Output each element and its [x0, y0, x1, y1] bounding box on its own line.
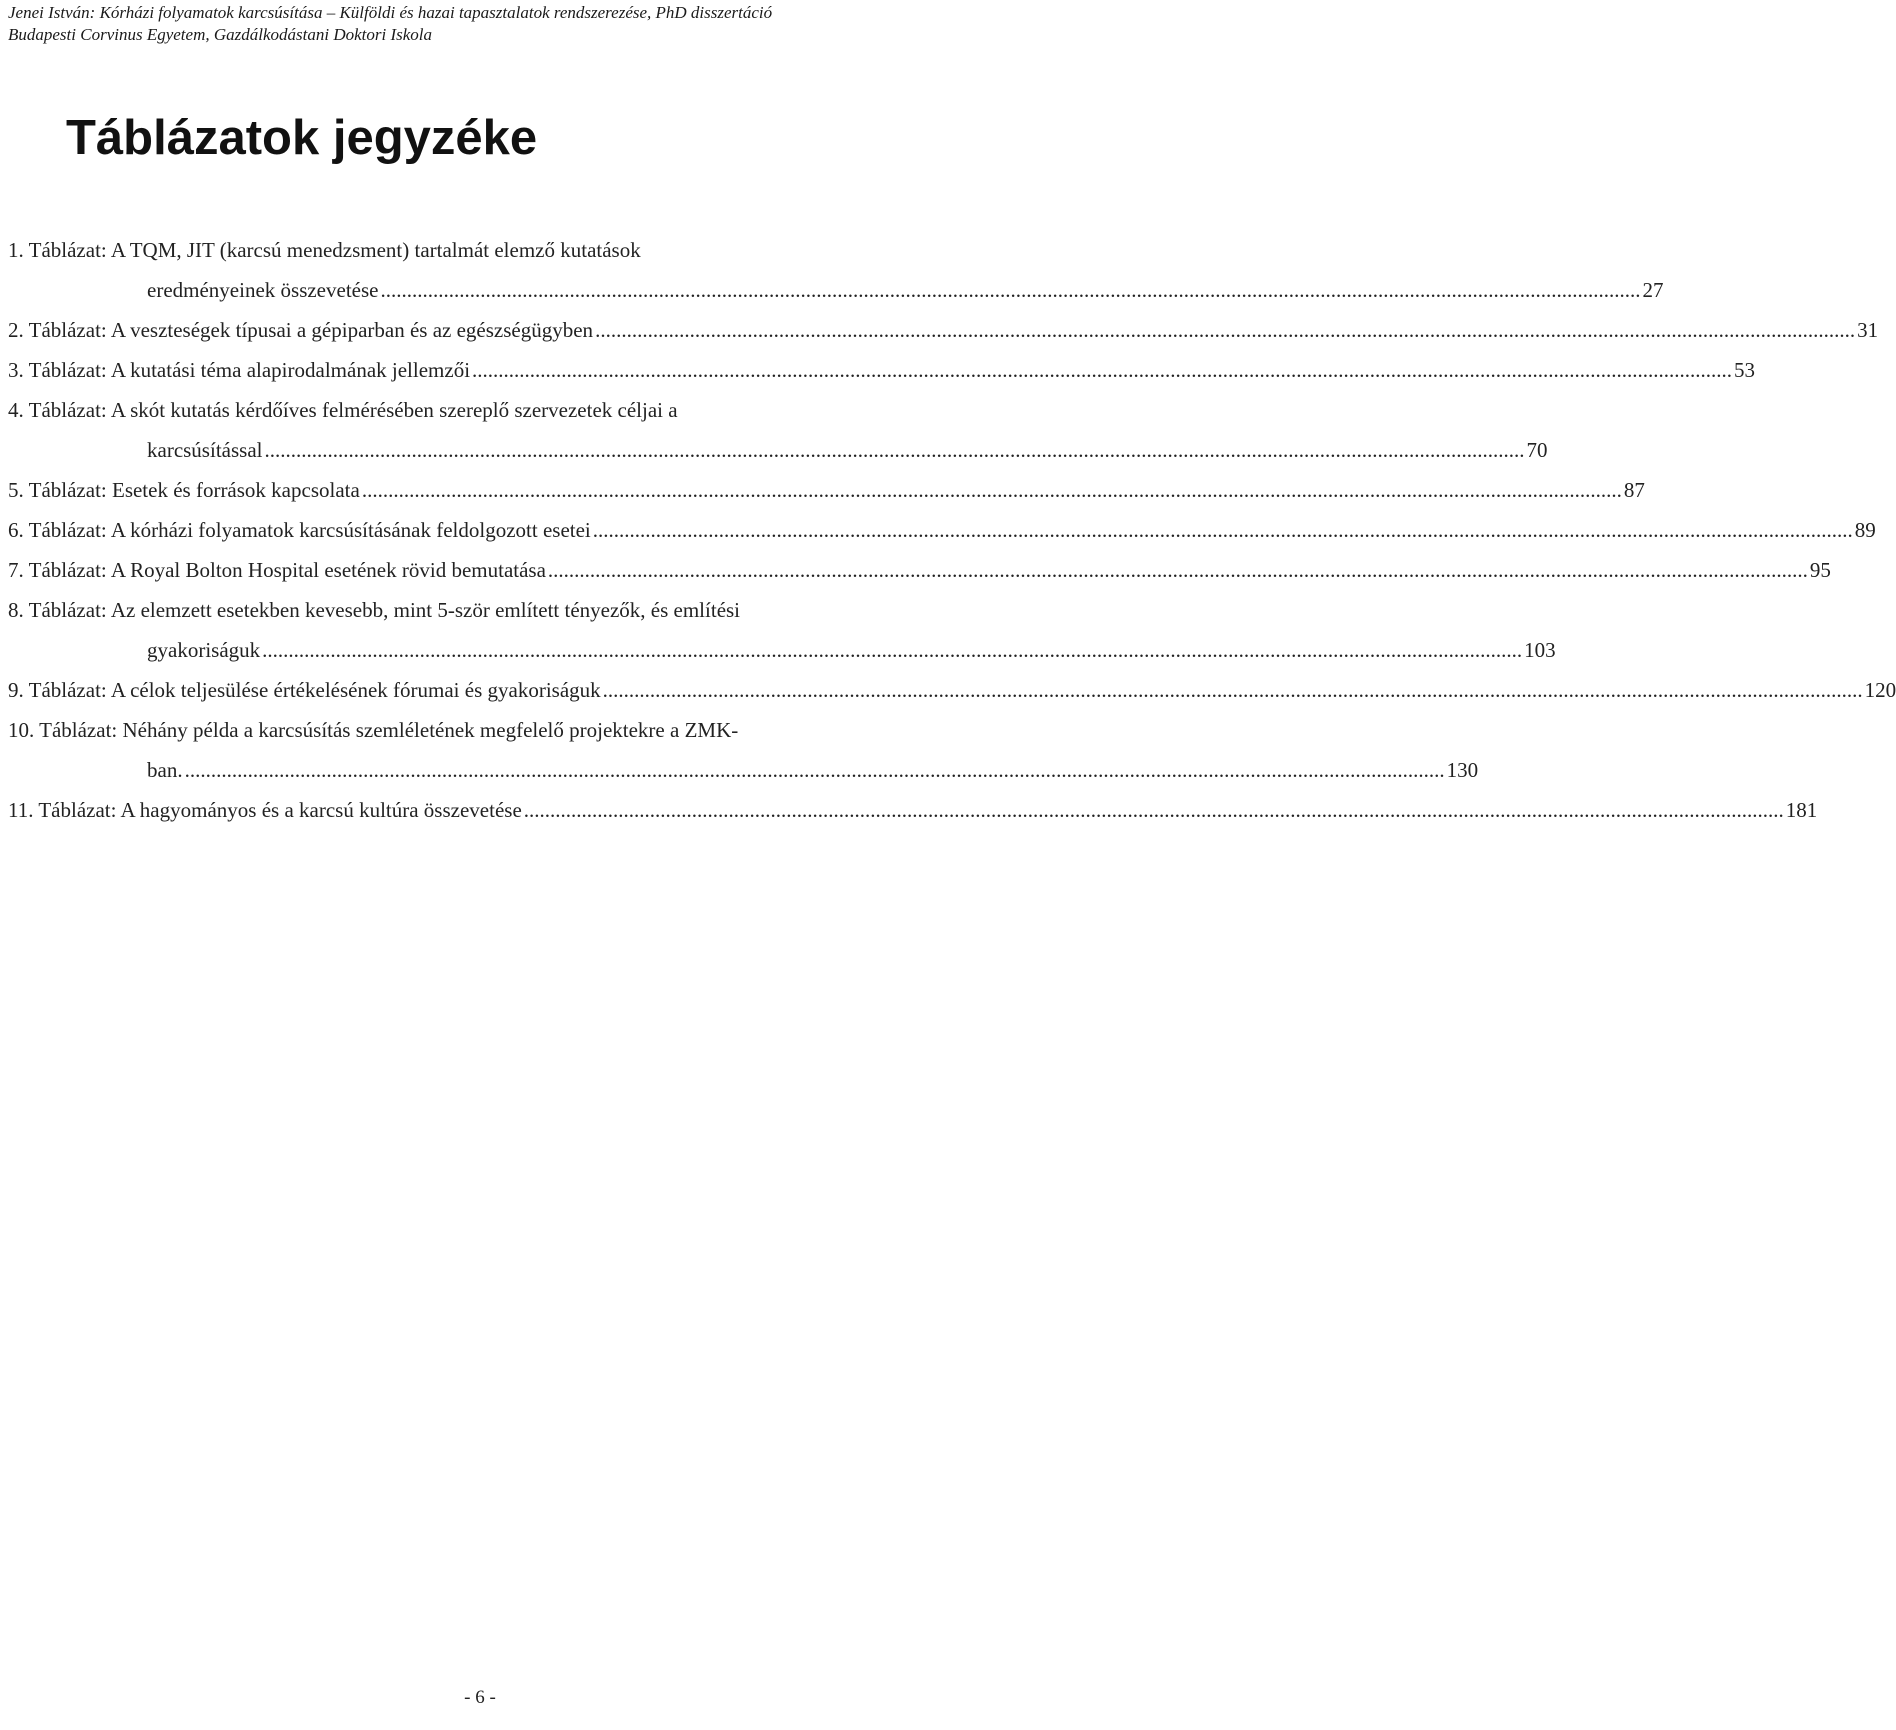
toc-entry-text: eredményeinek összevetése: [147, 278, 379, 302]
page-number: - 6 -: [464, 1687, 496, 1708]
toc-entry-text: gyakoriságuk: [147, 638, 261, 662]
toc-entry[interactable]: [8, 230, 1664, 310]
toc-entry[interactable]: [8, 390, 1548, 470]
toc-entry-text: 9. Táblázat: A célok teljesülése értékelésének fórumai és gyakoriságuk: [8, 678, 601, 702]
toc-entry-page-number: 87: [1623, 478, 1645, 502]
toc-entry-line: [8, 310, 1879, 350]
toc-entry-text: 4. Táblázat: A skót kutatás kérdőíves felmérésében szereplő szervezetek céljai a: [8, 398, 678, 422]
toc-entry-text: ban.: [147, 758, 183, 782]
running-header-line-1: Jenei István: Kórházi folyamatok karcsúsítása – Külföldi és hazai tapasztalatok rendszerezése, PhD disszertáció: [8, 3, 773, 22]
toc-entry-line: [8, 390, 954, 430]
toc-entry[interactable]: [8, 790, 1818, 830]
toc-entry[interactable]: [8, 470, 1645, 510]
toc-entry-page-number: 31: [1857, 318, 1879, 342]
toc-entry-text: 6. Táblázat: A kórházi folyamatok karcsúsításának feldolgozott esetei: [8, 518, 591, 542]
page-title: Táblázatok jegyzéke: [66, 111, 538, 165]
toc-entry-text: 2. Táblázat: A veszteségek típusai a gépiparban és az egészségügyben: [8, 318, 594, 342]
toc-entry-text: 3. Táblázat: A kutatási téma alapirodalmának jellemzői: [8, 358, 471, 382]
toc-entry-page-number: 120: [1864, 678, 1896, 702]
toc-entry-page-number: 53: [1734, 358, 1756, 382]
toc-entry-page-number: 181: [1785, 798, 1818, 822]
toc-entry-line: [8, 430, 1548, 470]
toc-entry-text: 8. Táblázat: Az elemzett esetekben kevesebb, mint 5-ször említett tényezők, és említési: [8, 598, 741, 622]
toc-entry-page-number: 27: [1642, 278, 1664, 302]
toc-entry[interactable]: [8, 670, 1896, 710]
dot-leader: [593, 510, 1853, 550]
toc-entry-page-number: 103: [1524, 638, 1556, 662]
toc-entry-line: [8, 590, 954, 630]
dot-leader: [262, 630, 1522, 670]
dot-leader: [603, 670, 1863, 710]
toc-entry-page-number: 95: [1809, 558, 1831, 582]
toc-entry-text: karcsúsítással: [147, 438, 263, 462]
toc-entry-page-number: 70: [1526, 438, 1548, 462]
dot-leader: [185, 750, 1445, 790]
toc-entry-text: 7. Táblázat: A Royal Bolton Hospital esetének rövid bemutatása: [8, 558, 546, 582]
toc-entry-line: [8, 270, 1664, 310]
toc-entry-text: 5. Táblázat: Esetek és források kapcsolata: [8, 478, 360, 502]
dot-leader: [595, 310, 1855, 350]
toc-entry-line: [8, 790, 1818, 830]
dot-leader: [524, 790, 1784, 830]
toc-entry[interactable]: [8, 350, 1756, 390]
toc-entry-line: [8, 710, 954, 750]
toc-entry-line: [8, 550, 1831, 590]
toc-entry-line: [8, 230, 954, 270]
toc-entry-line: [8, 350, 1756, 390]
toc-entry[interactable]: [8, 310, 1879, 350]
dot-leader: [380, 270, 1640, 310]
toc-entry-text: 1. Táblázat: A TQM, JIT (karcsú menedzsment) tartalmát elemző kutatások: [8, 238, 641, 262]
dot-leader: [548, 550, 1808, 590]
toc-entry-text: 11. Táblázat: A hagyományos és a karcsú kultúra összevetése: [8, 798, 522, 822]
running-header-line-2: Budapesti Corvinus Egyetem, Gazdálkodástani Doktori Iskola: [8, 25, 433, 44]
toc-entry-page-number: 130: [1446, 758, 1479, 782]
dot-leader: [472, 350, 1732, 390]
toc-entry[interactable]: [8, 510, 1876, 550]
dot-leader: [264, 430, 1524, 470]
dot-leader: [362, 470, 1622, 510]
toc-entry-line: [8, 470, 1645, 510]
toc-entry[interactable]: [8, 550, 1831, 590]
table-of-contents: [8, 230, 1896, 830]
toc-entry-line: [8, 510, 1876, 550]
toc-entry-line: [8, 630, 1556, 670]
toc-entry-line: [8, 750, 1479, 790]
toc-entry-line: [8, 670, 1896, 710]
toc-entry-page-number: 89: [1854, 518, 1876, 542]
toc-entry[interactable]: [8, 590, 1556, 670]
toc-entry-text: 10. Táblázat: Néhány példa a karcsúsítás szemléletének megfelelő projektekre a ZMK-: [8, 718, 739, 742]
toc-entry[interactable]: [8, 710, 1479, 790]
running-header: [8, 2, 772, 46]
